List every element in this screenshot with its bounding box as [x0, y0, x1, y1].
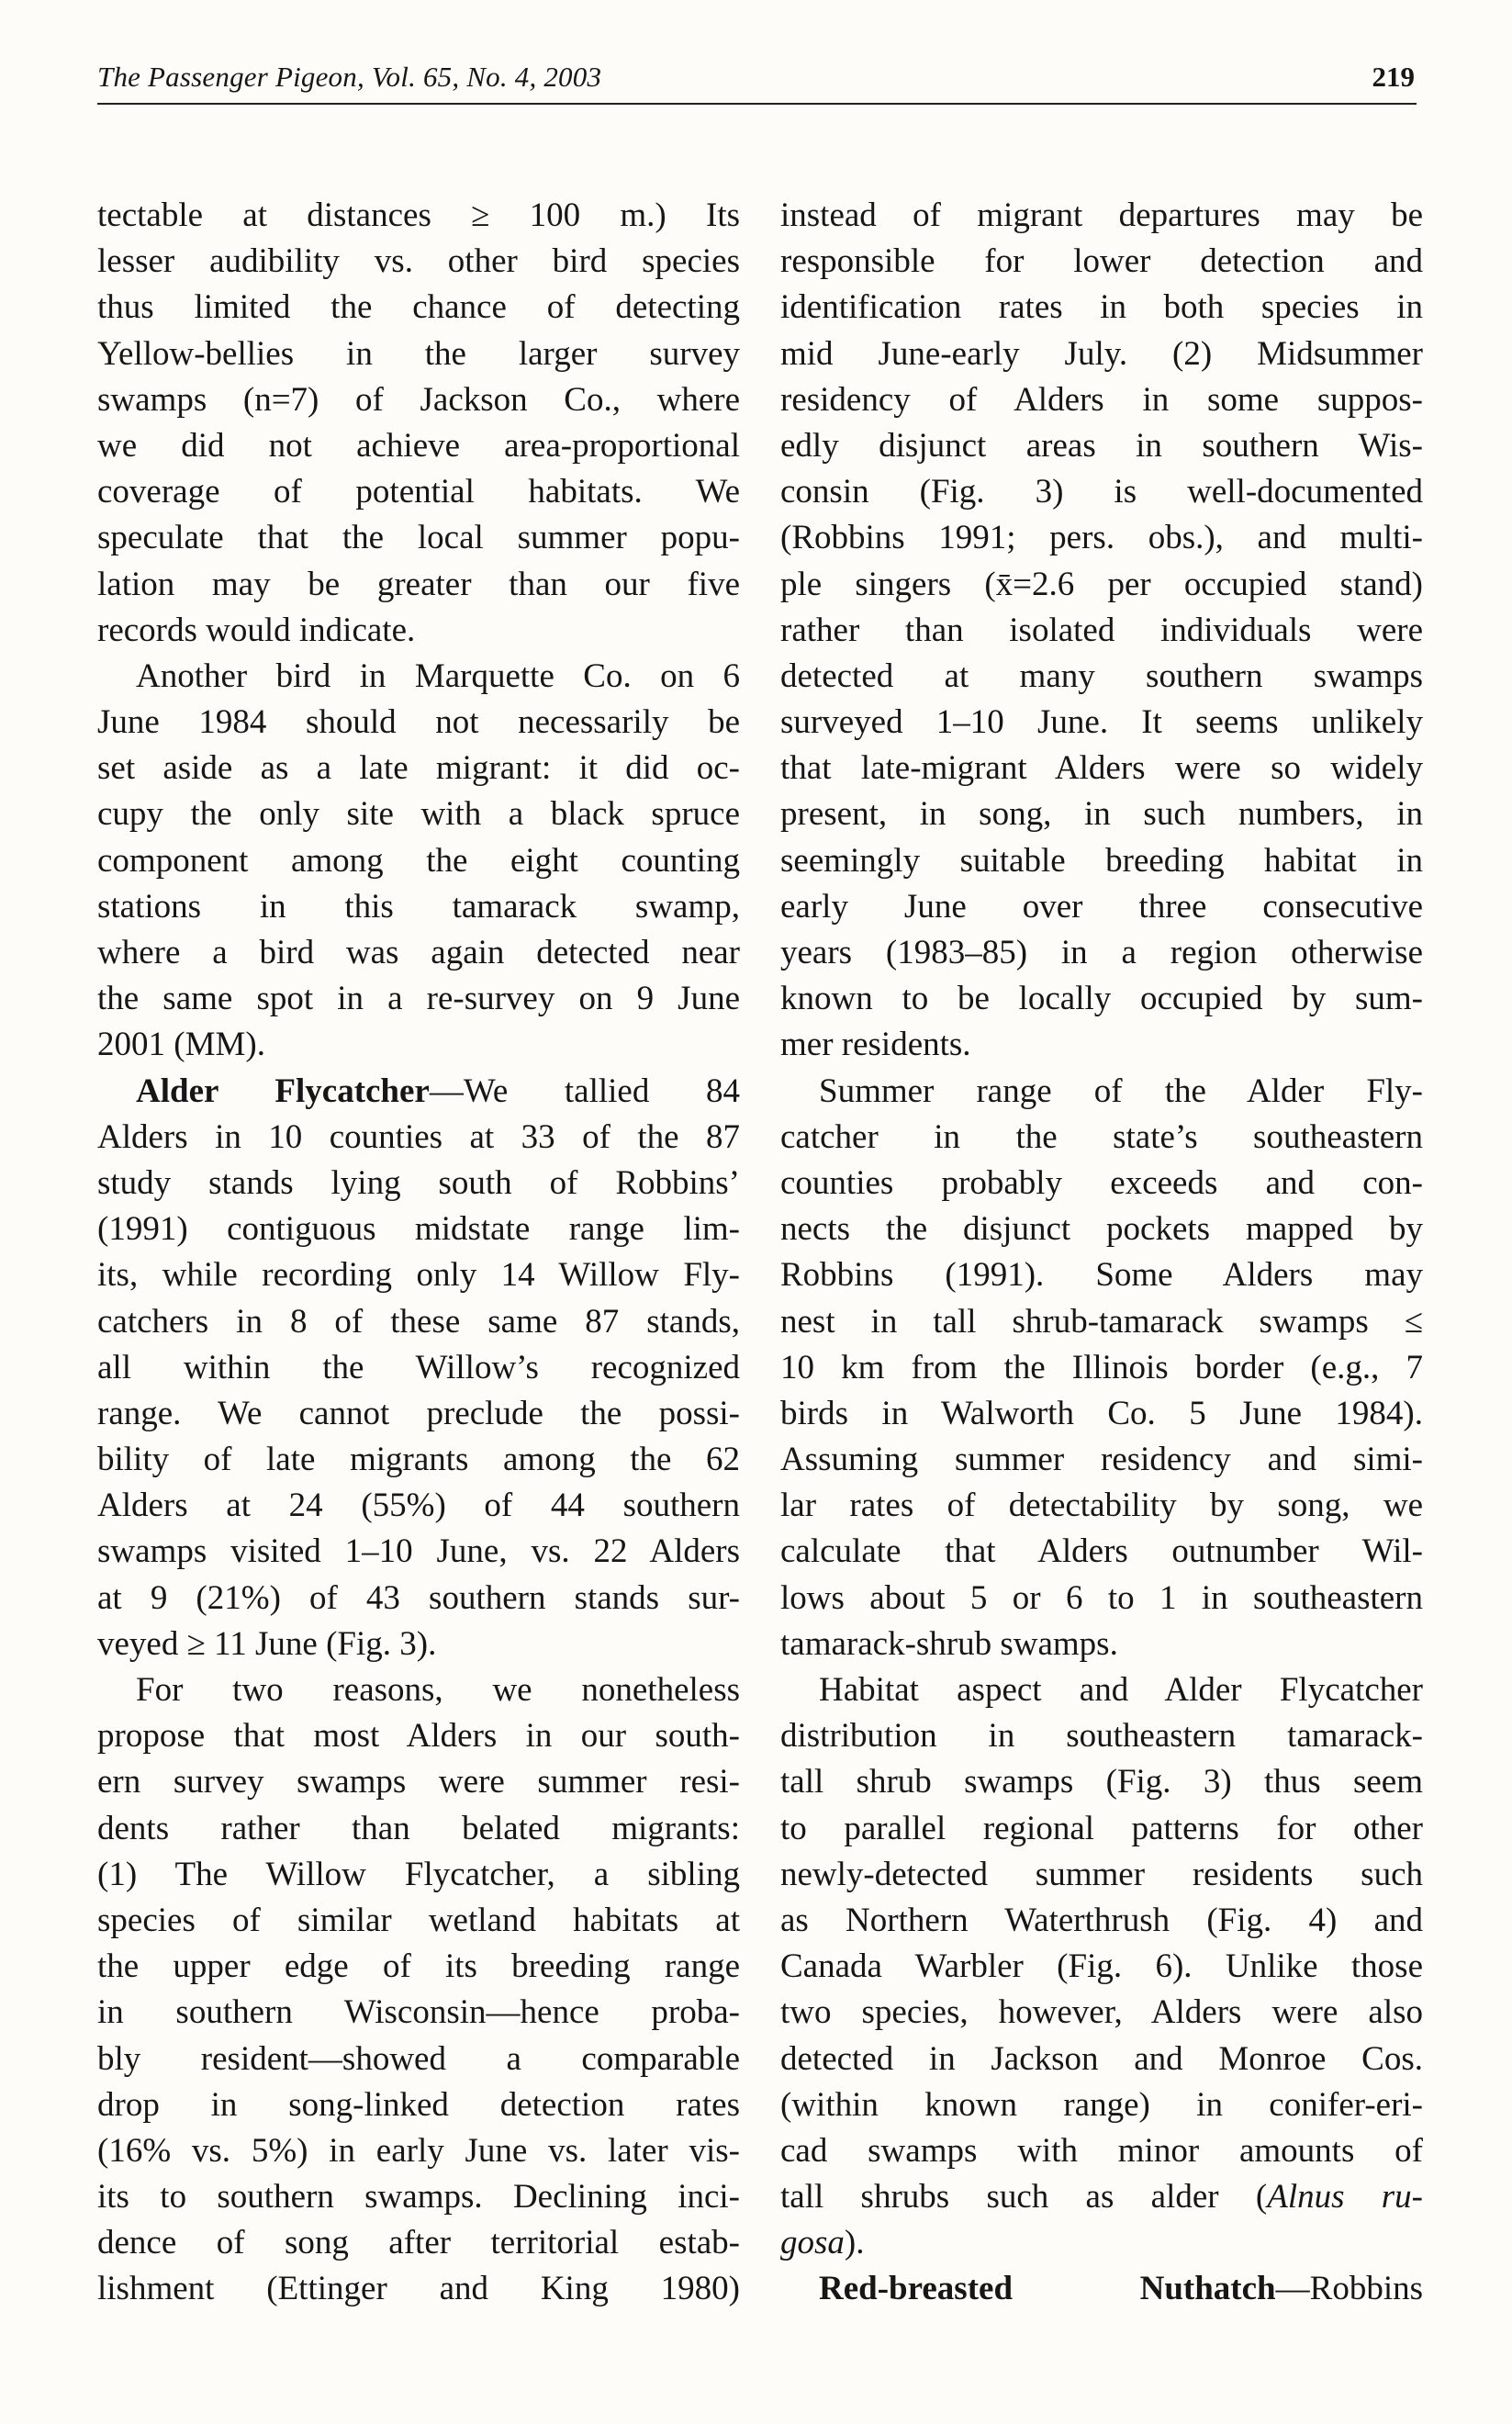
text-run: bly resident—showed a comparable	[97, 2039, 740, 2078]
text-line	[97, 1898, 740, 1944]
left-column	[97, 193, 740, 2313]
text-run: two species, however, Alders were also	[780, 1993, 1423, 2032]
text-run: lar rates of detectability by song, we	[780, 1487, 1423, 1525]
text-run: calculate that Alders outnumber Wil-	[780, 1532, 1423, 1571]
text-line	[97, 1345, 740, 1391]
text-line	[780, 515, 1423, 561]
text-run: distribution in southeastern tamarack-	[780, 1717, 1423, 1756]
text-line	[780, 1252, 1423, 1298]
text-line	[780, 469, 1423, 515]
text-run: Summer range of the Alder Fly-	[819, 1072, 1423, 1110]
text-run: Another bird in Marquette Co. on 6	[136, 656, 740, 695]
text-run: edly disjunct areas in southern Wis-	[780, 426, 1423, 465]
text-line	[97, 1437, 740, 1483]
text-line	[780, 423, 1423, 469]
text-line	[780, 976, 1423, 1022]
text-line	[780, 1069, 1423, 1115]
text-line	[97, 2220, 740, 2266]
text-line	[97, 1299, 740, 1345]
text-run: Robbins (1991). Some Alders may	[780, 1256, 1423, 1295]
text-line	[780, 239, 1423, 285]
text-run: ern survey swamps were summer resi-	[97, 1763, 740, 1801]
text-run: instead of migrant departures may be	[780, 196, 1423, 234]
text-run: thus limited the chance of detecting	[97, 288, 740, 327]
text-line	[97, 608, 740, 654]
right-column	[780, 193, 1423, 2313]
text-line	[97, 1990, 740, 2036]
text-line	[780, 1529, 1423, 1575]
text-run: rather than isolated individuals were	[780, 611, 1423, 649]
text-line	[97, 2082, 740, 2128]
text-line	[97, 838, 740, 884]
text-line	[97, 2128, 740, 2174]
text-run: dents rather than belated migrants:	[97, 1809, 740, 1847]
text-run: newly-detected summer residents such	[780, 1855, 1423, 1893]
text-run: lesser audibility vs. other bird species	[97, 242, 740, 281]
text-line	[97, 976, 740, 1022]
text-run: set aside as a late migrant: it did oc-	[97, 749, 740, 788]
text-run: —Robbins	[1275, 2270, 1423, 2308]
text-line	[780, 2128, 1423, 2174]
text-run: Canada Warbler (Fig. 6). Unlike those	[780, 1947, 1423, 1986]
text-run: its to southern swamps. Declining inci-	[97, 2178, 740, 2216]
text-line	[780, 700, 1423, 746]
text-run: in southern Wisconsin—hence proba-	[97, 1993, 740, 2032]
text-line	[780, 884, 1423, 930]
text-line	[780, 1437, 1423, 1483]
text-run: 2001 (MM).	[97, 1026, 265, 1064]
text-line	[97, 1206, 740, 1252]
text-line	[780, 1759, 1423, 1805]
text-run: bility of late migrants among the 62	[97, 1441, 740, 1479]
text-line	[780, 331, 1423, 377]
text-line	[97, 239, 740, 285]
text-line	[780, 1622, 1423, 1667]
text-run: tamarack-shrub swamps.	[780, 1624, 1118, 1663]
text-line	[780, 838, 1423, 884]
text-run: (1991) contiguous midstate range lim-	[97, 1210, 740, 1249]
text-run: counties probably exceeds and con-	[780, 1163, 1423, 1202]
text-run: nects the disjunct pockets mapped by	[780, 1210, 1423, 1249]
text-line	[780, 285, 1423, 331]
text-line	[780, 377, 1423, 423]
text-line	[97, 1806, 740, 1852]
text-line	[780, 2174, 1423, 2220]
text-line	[780, 2220, 1423, 2266]
text-line	[97, 2266, 740, 2312]
text-run: coverage of potential habitats. We	[97, 473, 740, 511]
text-line	[780, 791, 1423, 837]
text-run: present, in song, in such numbers, in	[780, 795, 1423, 834]
text-run: as Northern Waterthrush (Fig. 4) and	[780, 1901, 1423, 1939]
text-line	[780, 1898, 1423, 1944]
text-line	[97, 423, 740, 469]
text-run: at 9 (21%) of 43 southern stands sur-	[97, 1578, 740, 1617]
text-run: consin (Fig. 3) is well-documented	[780, 473, 1423, 511]
text-run: seemingly suitable breeding habitat in	[780, 841, 1423, 880]
text-run: component among the eight counting	[97, 841, 740, 880]
text-run: catcher in the state’s southeastern	[780, 1117, 1423, 1156]
text-run: that late-migrant Alders were so widely	[780, 749, 1423, 788]
text-run: nest in tall shrub-tamarack swamps ≤	[780, 1302, 1423, 1341]
text-run: surveyed 1–10 June. It seems unlikely	[780, 703, 1423, 742]
text-line	[780, 1990, 1423, 2036]
text-run: lishment (Ettinger and King 1980)	[97, 2270, 740, 2308]
text-run: catchers in 8 of these same 87 stands,	[97, 1302, 740, 1341]
text-run: swamps visited 1–10 June, vs. 22 Alders	[97, 1532, 740, 1571]
text-run: ).	[844, 2224, 865, 2262]
text-line	[97, 1667, 740, 1713]
text-line	[97, 515, 740, 561]
text-run: years (1983–85) in a region otherwise	[780, 934, 1423, 971]
text-run: veyed ≥ 11 June (Fig. 3).	[97, 1624, 437, 1663]
text-run: tectable at distances ≥ 100 m.) Its	[97, 196, 740, 234]
text-line	[780, 608, 1423, 654]
text-run: (16% vs. 5%) in early June vs. later vis-	[97, 2131, 740, 2170]
scientific-name: gosa	[780, 2224, 845, 2262]
text-run: we did not achieve area-proportional	[97, 426, 740, 465]
text-line	[780, 1115, 1423, 1161]
text-line	[780, 1944, 1423, 1990]
text-run: dence of song after territorial estab-	[97, 2224, 740, 2262]
text-line	[780, 2266, 1423, 2312]
text-line	[780, 193, 1423, 239]
text-line	[780, 930, 1423, 976]
text-run: ple singers (x̄=2.6 per occupied stand)	[780, 565, 1423, 603]
text-line	[97, 930, 740, 976]
text-run: drop in song-linked detection rates	[97, 2085, 740, 2124]
text-run: birds in Walworth Co. 5 June 1984).	[780, 1394, 1423, 1432]
text-line	[780, 1345, 1423, 1391]
text-run: to parallel regional patterns for other	[780, 1809, 1423, 1847]
text-line	[780, 2082, 1423, 2128]
text-line	[97, 654, 740, 700]
text-run: propose that most Alders in our south-	[97, 1717, 740, 1756]
species-heading: Alder Flycatcher	[136, 1072, 430, 1110]
text-line	[780, 1206, 1423, 1252]
text-line	[97, 285, 740, 331]
text-run: Yellow-bellies in the larger survey	[97, 334, 740, 373]
text-run: mid June-early July. (2) Midsummer	[780, 334, 1423, 373]
text-run: known to be locally occupied by sum-	[780, 980, 1423, 1018]
text-line	[97, 1622, 740, 1667]
text-line	[97, 791, 740, 837]
text-run: swamps (n=7) of Jackson Co., where	[97, 380, 740, 419]
text-run: tall shrub swamps (Fig. 3) thus seem	[780, 1763, 1423, 1801]
text-run: Assuming summer residency and simi-	[780, 1441, 1423, 1479]
text-line	[97, 1115, 740, 1161]
text-run: range. We cannot preclude the possi-	[97, 1394, 740, 1432]
text-line	[97, 2037, 740, 2082]
text-line	[97, 884, 740, 930]
text-line	[97, 1759, 740, 1805]
text-run: For two reasons, we nonetheless	[136, 1671, 740, 1709]
text-run: Habitat aspect and Alder Flycatcher	[819, 1671, 1423, 1709]
text-line	[780, 746, 1423, 791]
text-run: (Robbins 1991; pers. obs.), and multi-	[780, 519, 1423, 557]
text-line	[780, 1713, 1423, 1759]
text-run: residency of Alders in some suppos-	[780, 380, 1423, 419]
text-line	[97, 1022, 740, 1068]
text-run: (within known range) in conifer-eri-	[780, 2085, 1423, 2124]
page-number: 219	[1372, 61, 1415, 93]
text-run: species of similar wetland habitats at	[97, 1901, 740, 1939]
journal-title: The Passenger Pigeon, Vol. 65, No. 4, 2003	[97, 61, 602, 93]
text-run: detected at many southern swamps	[780, 656, 1423, 695]
text-line	[780, 1161, 1423, 1206]
text-line	[97, 469, 740, 515]
text-run: where a bird was again detected near	[97, 934, 740, 971]
text-run: lation may be greater than our five	[97, 565, 740, 603]
text-run: Alders in 10 counties at 33 of the 87	[97, 1117, 740, 1156]
text-line	[97, 1529, 740, 1575]
text-run: cupy the only site with a black spruce	[97, 795, 740, 834]
text-run: tall shrubs such as alder (	[780, 2178, 1268, 2216]
text-line	[780, 562, 1423, 608]
text-line	[97, 1391, 740, 1437]
text-line	[780, 654, 1423, 700]
text-line	[97, 1944, 740, 1990]
text-line	[780, 1022, 1423, 1068]
scientific-name: Alnus ru-	[1267, 2178, 1424, 2216]
text-run: speculate that the local summer popu-	[97, 519, 740, 557]
text-run: early June over three consecutive	[780, 887, 1423, 926]
text-line	[780, 1299, 1423, 1345]
text-run: cad swamps with minor amounts of	[780, 2131, 1423, 2170]
text-line	[780, 1852, 1423, 1898]
text-line	[780, 1576, 1423, 1622]
text-line	[97, 377, 740, 423]
text-run: its, while recording only 14 Willow Fly-	[97, 1256, 740, 1295]
text-run: the same spot in a re-survey on 9 June	[97, 980, 740, 1018]
text-run: 10 km from the Illinois border (e.g., 7	[780, 1348, 1423, 1386]
text-run: Alders at 24 (55%) of 44 southern	[97, 1487, 740, 1525]
text-run: all within the Willow’s recognized	[97, 1348, 740, 1386]
text-line	[97, 193, 740, 239]
text-run: lows about 5 or 6 to 1 in southeastern	[780, 1578, 1423, 1617]
text-line	[97, 746, 740, 791]
text-run: stations in this tamarack swamp,	[97, 887, 740, 926]
text-line	[780, 1806, 1423, 1852]
text-line	[780, 1667, 1423, 1713]
text-line	[97, 700, 740, 746]
text-line	[97, 2174, 740, 2220]
text-line	[97, 1069, 740, 1115]
text-run: records would indicate.	[97, 611, 416, 649]
text-line	[780, 1483, 1423, 1529]
text-line	[97, 1576, 740, 1622]
text-run: study stands lying south of Robbins’	[97, 1163, 740, 1202]
text-run: (1) The Willow Flycatcher, a sibling	[97, 1855, 740, 1893]
running-head	[97, 59, 1417, 105]
species-heading: Red-breasted Nuthatch	[819, 2270, 1276, 2308]
text-line	[97, 1852, 740, 1898]
text-run: responsible for lower detection and	[780, 242, 1423, 281]
text-line	[97, 1483, 740, 1529]
text-line	[97, 1252, 740, 1298]
text-run: the upper edge of its breeding range	[97, 1947, 740, 1986]
text-line	[97, 331, 740, 377]
text-run: identification rates in both species in	[780, 288, 1423, 327]
text-line	[780, 2037, 1423, 2082]
text-run: June 1984 should not necessarily be	[97, 703, 740, 742]
text-line	[97, 1713, 740, 1759]
text-run: mer residents.	[780, 1026, 971, 1064]
text-run: detected in Jackson and Monroe Cos.	[780, 2039, 1423, 2078]
text-line	[97, 1161, 740, 1206]
text-line	[97, 562, 740, 608]
text-line	[780, 1391, 1423, 1437]
text-run: —We tallied 84	[429, 1072, 740, 1110]
